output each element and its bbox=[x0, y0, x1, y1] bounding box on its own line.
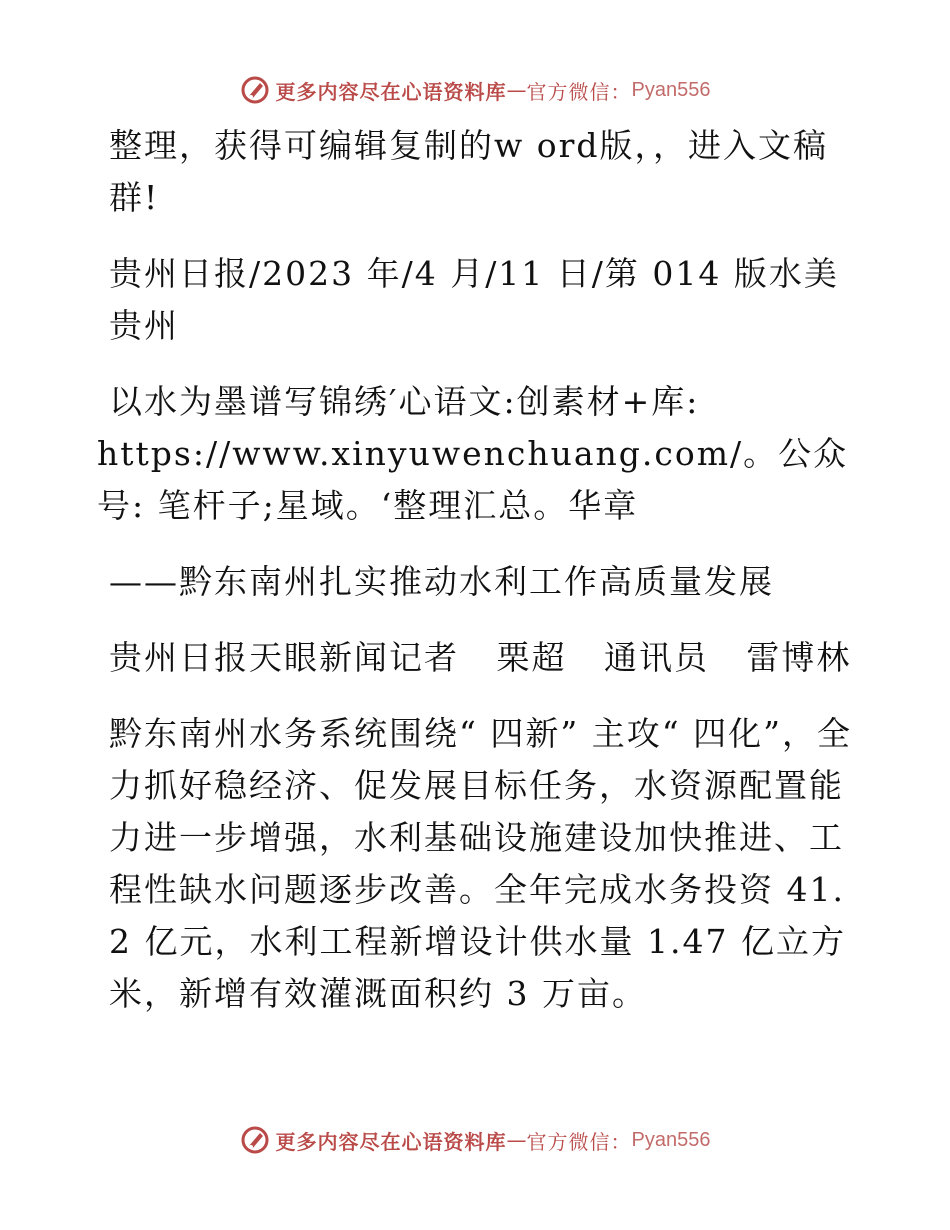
watermark-main-text: 更多内容尽在心语资料库 bbox=[275, 79, 507, 104]
document-body bbox=[97, 120, 857, 1044]
paragraph-byline: 贵州日报天眼新闻记者 栗超 通讯员 雷博林 bbox=[109, 638, 852, 677]
pen-logo-icon bbox=[240, 1125, 270, 1155]
watermark-separator: — bbox=[506, 78, 527, 102]
paragraph-title bbox=[97, 376, 857, 532]
paragraph-body: 黔东南州水务系统围绕“ 四新” 主攻“ 四化”，全力抓好稳经济、促发展目标任务，水资源配置能力进一步增强，水利基础设施建设加快推进、工程性缺水问题逐步改善。全年完成水务投资 41.2 亿元，水利工程新增设计供水量 1.47 亿立方米，新增有效灌溉面积约 3 万亩。 bbox=[109, 714, 852, 1013]
paragraph-source: 贵州日报/2023 年/4 月/11 日/第 014 版水美贵州 bbox=[109, 254, 839, 345]
title-line-url: https://www.xinyuwenchuang.com/。公众号: 笔杆子;星域。‘整理汇总。华章 bbox=[97, 434, 849, 525]
pen-logo-icon bbox=[240, 75, 270, 105]
watermark-wechat-id: Pyan556 bbox=[631, 1128, 711, 1151]
watermark-wechat-label: 官方微信： bbox=[526, 79, 632, 104]
watermark-separator: — bbox=[506, 1128, 527, 1152]
watermark-header bbox=[0, 70, 950, 110]
paragraph-intro: 整理，获得可编辑复制的w ord版，，进入文稿群! bbox=[109, 126, 829, 217]
title-line: 以水为墨谱写锦绣′心语文:创素材+库: bbox=[109, 382, 700, 421]
watermark-wechat-label: 官方微信： bbox=[526, 1129, 632, 1154]
watermark-footer bbox=[0, 1120, 950, 1160]
paragraph-subtitle: ——黔东南州扎实推动水利工作高质量发展 bbox=[109, 562, 774, 601]
watermark-wechat-id: Pyan556 bbox=[631, 78, 711, 101]
watermark-main-text: 更多内容尽在心语资料库 bbox=[275, 1129, 507, 1154]
